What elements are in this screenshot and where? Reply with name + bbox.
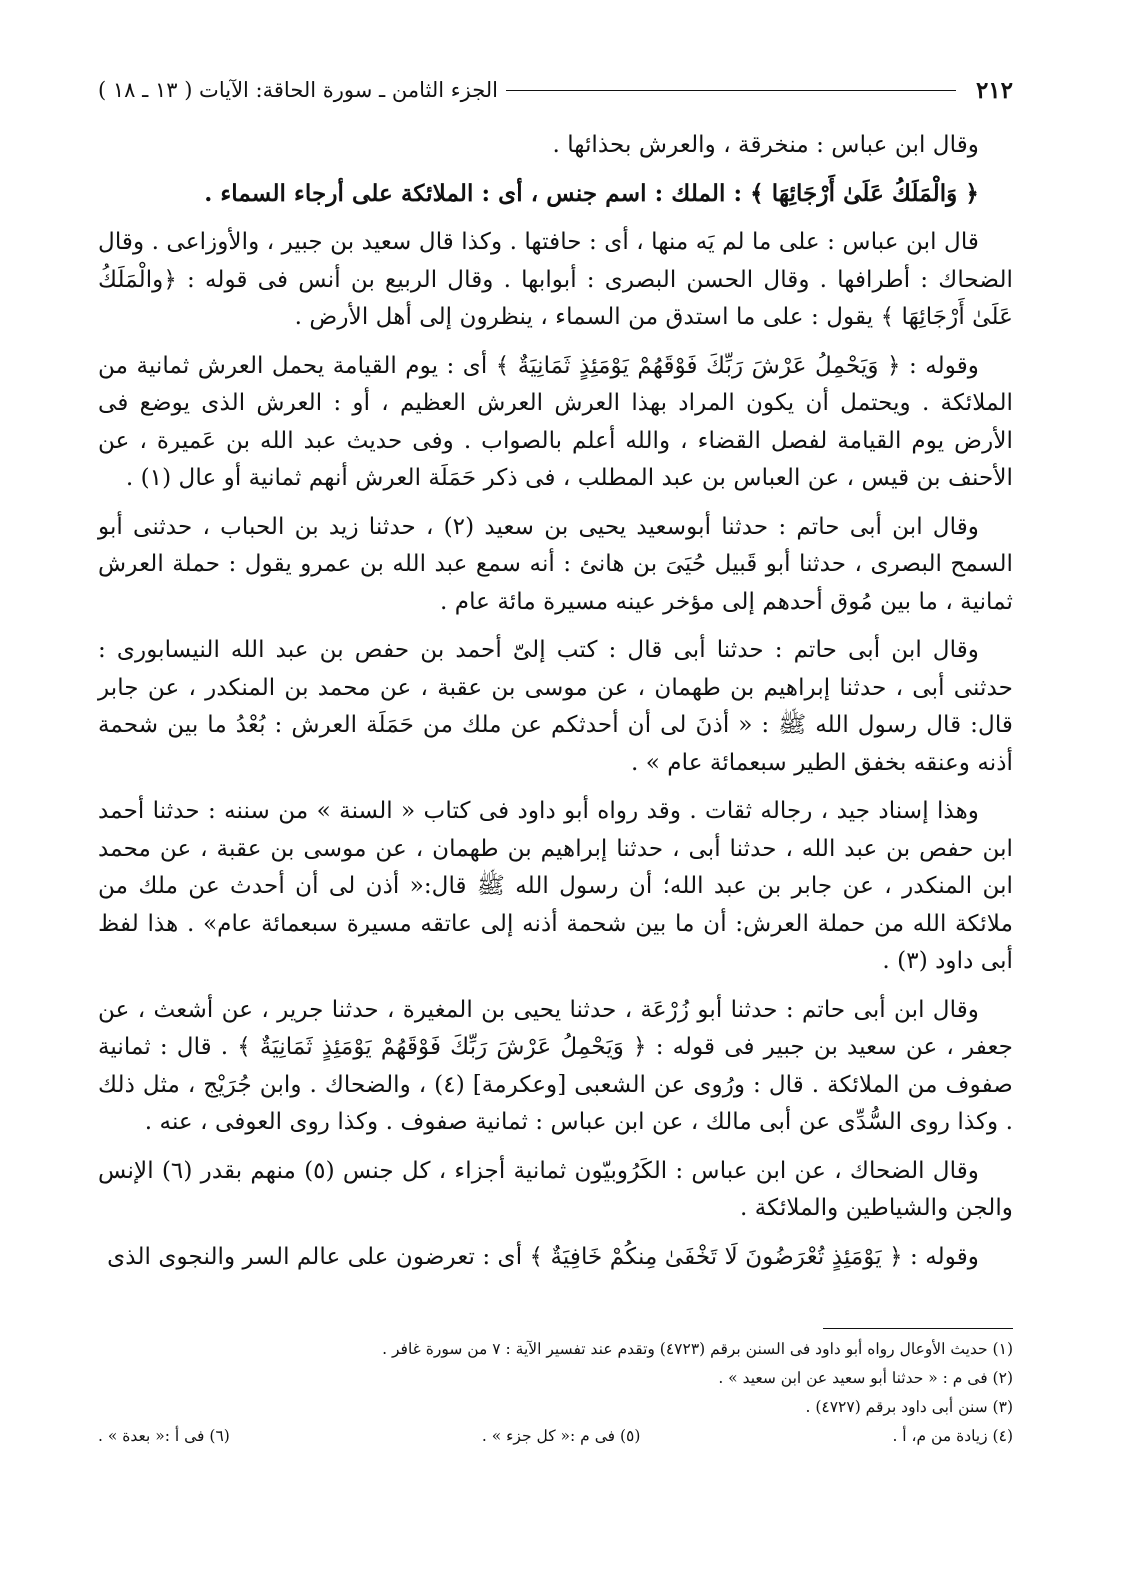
- footnote-row: [98, 1422, 1013, 1451]
- paragraph: وقال الضحاك ، عن ابن عباس : الكَرُوبيّون ثمانية أجزاء ، كل جنس (٥) منهم بقدر (٦) الإنس والجن والشياطين والملائكة .: [98, 1156, 1013, 1221]
- running-header: [98, 70, 1013, 110]
- body-text: [98, 126, 1013, 1275]
- footnote-1: (١) حديث الأوعال رواه أبو داود فى السنن برقم (٤٧٢٣) وتقدم عند تفسير الآية : ٧ من سورة غافر .: [382, 1340, 1013, 1358]
- paragraph: وقال ابن أبى حاتم : حدثنا أبو زُرْعَة ، حدثنا يحيى بن المغيرة ، حدثنا جرير ، عن أشعث ، عن جعفر ، عن سعيد بن جبير فى قوله : ﴿ وَيَحْمِلُ عَرْشَ رَبِّكَ فَوْقَهُمْ يَوْمَئِذٍ ثَمَانِيَةٌ ﴾ . قال : ثمانية صفوف من الملائكة . قال : ورُوى عن الشعبى [وعكرمة] (٤) ، والضحاك . وابن جُرَيْج ، مثل ذلك . وكذا روى السُّدِّى عن أبى مالك ، عن ابن عباس : ثمانية صفوف . وكذا روى العوفى ، عنه .: [98, 995, 1013, 1135]
- footnote-4: (٤) زيادة من م، أ .: [892, 1427, 1013, 1445]
- paragraph: وقوله : ﴿ يَوْمَئِذٍ تُعْرَضُونَ لَا تَخْفَىٰ مِنكُمْ خَافِيَةٌ ﴾ أى : تعرضون على عالم السر والنجوى الذى: [107, 1242, 979, 1270]
- paragraph: وقال ابن أبى حاتم : حدثنا أبوسعيد يحيى بن سعيد (٢) ، حدثنا زيد بن الحباب ، حدثنى أبو السمح البصرى ، حدثنا أبو قَبيل حُيَىَ بن هانئ : أنه سمع عبد الله بن عمرو يقول : حملة العرش ثمانية ، ما بين مُوق أحدهم إلى مؤخر عينه مسيرة مائة عام .: [98, 512, 1013, 615]
- footnote-rule: [823, 1328, 1013, 1329]
- book-page: [98, 70, 1013, 1550]
- paragraph: وهذا إسناد جيد ، رجاله ثقات . وقد رواه أبو داود فى كتاب « السنة » من سننه : حدثنا أحمد ابن حفص بن عبد الله ، حدثنا أبى ، حدثنا إبراهيم بن طهمان ، عن موسى بن عقبة ، عن محمد ابن المنكدر ، عن جابر بن عبد الله؛ أن رسول الله ﷺ قال:« أذن لى أن أحدث عن ملك من ملائكة الله من حملة العرش: أن ما بين شحمة أذنه إلى عاتقه مسيرة سبعمائة عام» . هذا لفظ أبى داود (٣) .: [98, 797, 1013, 974]
- paragraph: وقال ابن عباس : منخرقة ، والعرش بحذائها .: [552, 131, 979, 158]
- paragraph: قال ابن عباس : على ما لم يَه منها ، أى : حافتها . وكذا قال سعيد بن جبير ، والأوزاعى . وقال الضحاك : أطرافها . وقال الحسن البصرى : أبوابها . وقال الربيع بن أنس فى قوله : ﴿والْمَلَكُ عَلَىٰ أَرْجَائِهَا ﴾ يقول : على ما استدق من السماء ، ينظرون إلى أهل الأرض .: [98, 228, 1013, 330]
- footnote-3: (٣) سنن أبى داود برقم (٤٧٢٧) .: [805, 1398, 1013, 1416]
- paragraph-verse: ﴿ وَالْمَلَكُ عَلَىٰ أَرْجَائِهَا ﴾ : الملك : اسم جنس ، أى : الملائكة على أرجاء السماء .: [204, 179, 979, 207]
- footnote-6: (٦) فى أ :« بعدة » .: [98, 1427, 230, 1445]
- header-rule: [506, 90, 956, 91]
- header-title: الجزء الثامن ـ سورة الحاقة: الآيات ( ١٣ ـ ١٨ ): [98, 78, 499, 102]
- paragraph: وقال ابن أبى حاتم : حدثنا أبى قال : كتب إلىّ أحمد بن حفص بن عبد الله النيسابورى : حدثنى أبى ، حدثنا إبراهيم بن طهمان ، عن موسى بن عقبة ، عن محمد بن المنكدر ، عن جابر قال: قال رسول الله ﷺ : « أذنَ لى أن أحدثكم عن ملك من حَمَلَة العرش : بُعْدُ ما بين شحمة أذنه وعنقه بخفق الطير سبعمائة عام » .: [98, 636, 1013, 776]
- footnotes: [98, 1328, 1013, 1451]
- paragraph: وقوله : ﴿ وَيَحْمِلُ عَرْشَ رَبِّكَ فَوْقَهُمْ يَوْمَئِذٍ ثَمَانِيَةٌ ﴾ أى : يوم القيامة يحمل العرش ثمانية من الملائكة . ويحتمل أن يكون المراد بهذا العرش العرش العظيم ، أو : العرش الذى يوضع فى الأرض يوم القيامة لفصل القضاء ، والله أعلم بالصواب . وفى حديث عبد الله بن عَميرة ، عن الأحنف بن قيس ، عن العباس بن عبد المطلب ، فى ذكر حَمَلَة العرش أنهم ثمانية أو عال (١) .: [98, 351, 1013, 491]
- footnote-2: (٢) فى م : « حدثنا أبو سعيد عن ابن سعيد » .: [718, 1369, 1013, 1387]
- page-number: ٢١٢: [975, 76, 1013, 104]
- footnote-5: (٥) فى م :« كل جزء » .: [481, 1427, 641, 1445]
